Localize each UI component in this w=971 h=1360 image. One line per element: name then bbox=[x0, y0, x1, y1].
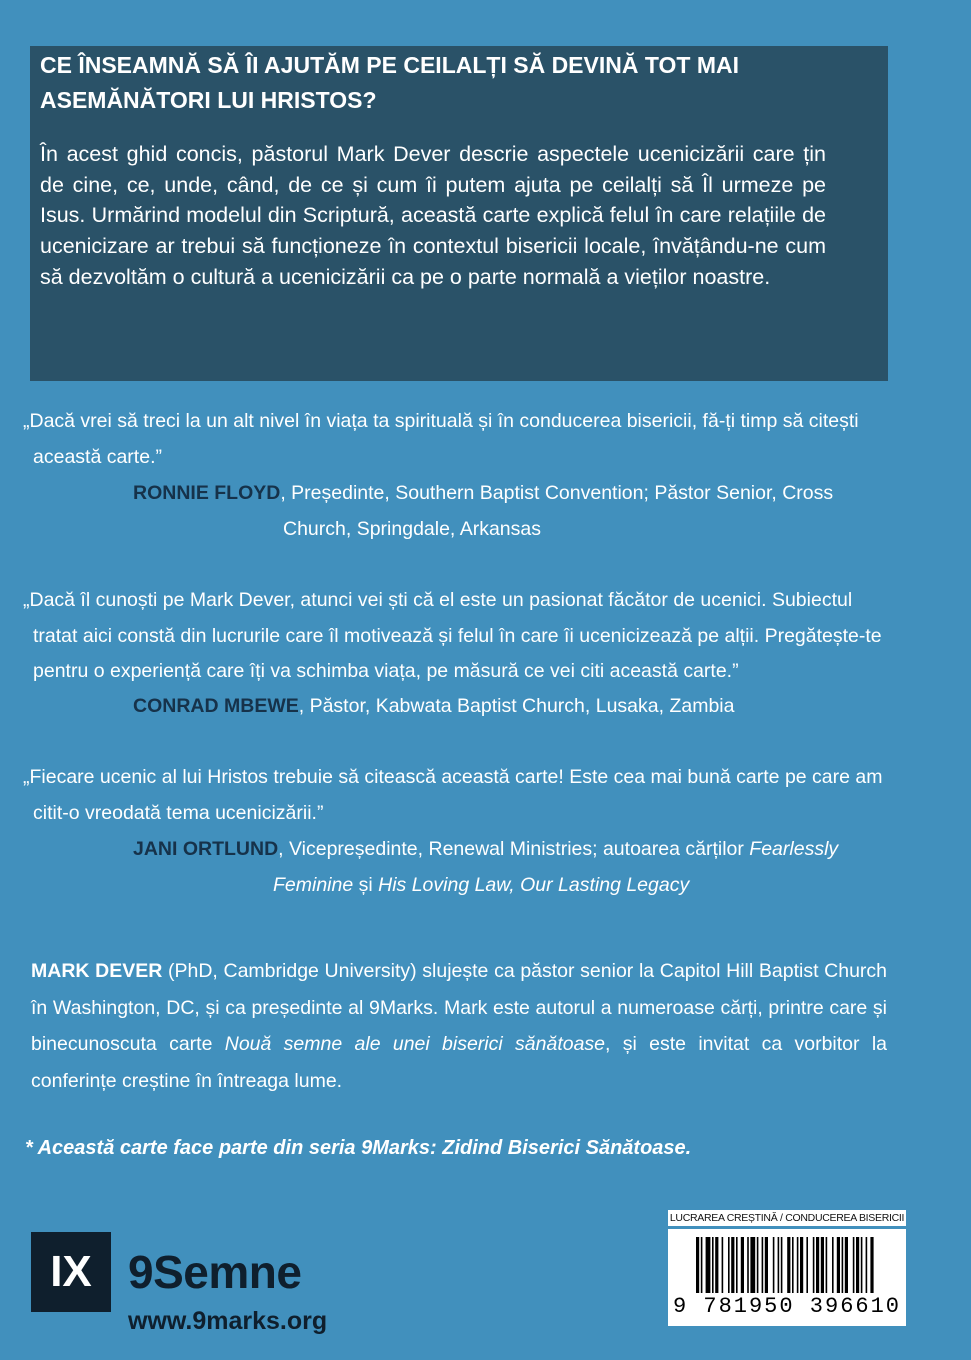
endorser-name: CONRAD MBEWE bbox=[133, 695, 299, 717]
endorsement-quote-2 bbox=[23, 583, 893, 690]
book-title: Fearlessly Feminine bbox=[273, 838, 839, 896]
category-label: LUCRAREA CREȘTINĂ / CONDUCEREA BISERICII bbox=[669, 1212, 905, 1224]
series-note: * Această carte face parte din seria 9Marks: Zidind Biserici Sănătoase. bbox=[25, 1137, 692, 1159]
endorser-role: , Păstor, Kabwata Baptist Church, Lusaka, Zambia bbox=[298, 695, 735, 717]
intro-heading: CE ÎNSEAMNĂ SĂ ÎI AJUTĂM PE CEILALȚI SĂ DEVINĂ TOT MAI ASEMĂNĂTORI LUI HRISTOS? bbox=[40, 52, 739, 113]
endorser-name: JANI ORTLUND bbox=[133, 838, 279, 860]
endorsement-attribution-1 bbox=[133, 476, 893, 547]
quote-text: „Dacă îl cunoști pe Mark Dever, atunci vei ști că el este un pasionat făcător de ucenici. Subiectul tratat aici constă din lucrurile care îl motivează și felul în care îi ucenicizează pe alții. Pregătește-te pentru o experiență care îți va schimba viața, pe măsură ce vei citi această carte.” bbox=[23, 589, 882, 682]
endorsement-quote-3 bbox=[23, 760, 893, 831]
endorsement-attribution-2 bbox=[133, 689, 893, 725]
bio-text-end: , și este invitat ca vorbitor la conferințe creștine în întreaga lume. bbox=[31, 1033, 888, 1092]
book-title: His Loving Law, Our Lasting Legacy bbox=[378, 873, 690, 896]
book-title: Nouă semne ale unei biserici sănătoase bbox=[224, 1033, 606, 1055]
endorser-role: , Vicepreședinte, Renewal Ministries; autoarea cărților bbox=[278, 838, 750, 860]
quote-text: „Fiecare ucenic al lui Hristos trebuie să citească această carte! Este cea mai bună carte pe care am citit-o vreodată tema ucenicizării.” bbox=[23, 766, 883, 824]
quote-text: „Dacă vrei să treci la un alt nivel în viața ta spirituală și în conducerea bisericii, fă-ți timp să citești această carte.” bbox=[23, 410, 859, 468]
publisher-brand: 9Semne bbox=[128, 1246, 302, 1298]
endorser-name: RONNIE FLOYD bbox=[133, 482, 281, 504]
endorsement-quote-1 bbox=[23, 404, 893, 475]
isbn-digits: 9 781950 396610 bbox=[672, 1294, 902, 1319]
author-bio bbox=[31, 953, 887, 1099]
conjunction: și bbox=[353, 873, 379, 896]
author-name: MARK DEVER bbox=[31, 960, 163, 982]
bio-text: (PhD, Cambridge University) slujește ca păstor senior la Capitol Hill Baptist Church în Washington, DC, și ca președinte al 9Marks. Mark este autorul a numeroase cărți, printre care și binecunoscuta carte bbox=[31, 960, 888, 1055]
intro-description: În acest ghid concis, păstorul Mark Dever descrie aspectele ucenicizării care țin de cine, ce, unde, când, de ce și cum îi putem ajuta pe ceilalți să Îl urmeze pe Isus. Urmărind modelul din Scriptură, această carte explică felul în care relațiile de ucenicizare ar trebui să funcționeze în contextul bisericii locale, învățându-ne cum să dezvoltăm o cultură a ucenicizării ca pe o parte normală a vieților noastre. bbox=[40, 142, 826, 289]
endorsement-attribution-3 bbox=[133, 832, 853, 903]
publisher-logo: IX bbox=[31, 1232, 111, 1312]
publisher-url: www.9marks.org bbox=[128, 1307, 328, 1335]
endorser-role: , Președinte, Southern Baptist Convention; Păstor Senior, Cross Church, Springdale, Arkansas bbox=[280, 482, 834, 540]
